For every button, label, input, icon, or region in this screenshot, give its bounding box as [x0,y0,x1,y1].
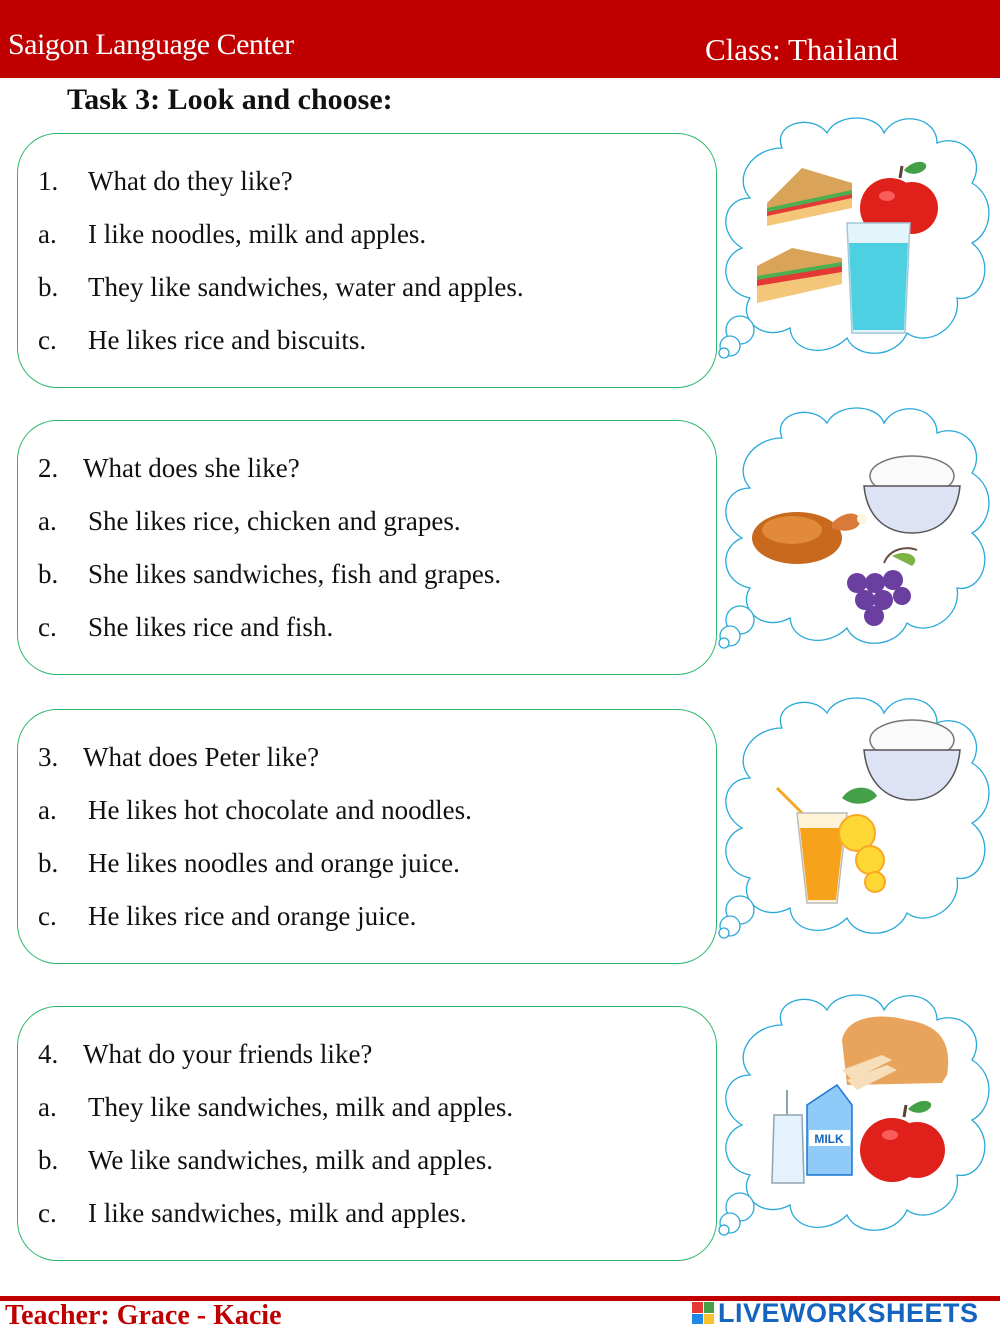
option-letter: c. [38,1198,57,1228]
option-b[interactable]: They like sandwiches, water and apples. [88,272,524,302]
option-letter: a. [38,219,57,249]
option-a[interactable]: They like sandwiches, milk and apples. [88,1092,514,1122]
option-letter: a. [38,795,57,825]
water-glass-icon [847,223,910,333]
question-number: 2. [38,453,59,483]
question-box-1 [17,133,717,388]
option-a[interactable]: I like noodles, milk and apples. [88,219,427,249]
option-b[interactable]: She likes sandwiches, fish and grapes. [88,559,502,589]
option-c[interactable]: She likes rice and fish. [88,612,334,642]
option-letter: b. [38,559,59,589]
option-letter: c. [38,901,57,931]
option-letter: a. [38,506,57,536]
task-title: Task 3: Look and choose: [67,83,393,116]
liveworksheets-logo[interactable] [692,1296,979,1330]
option-b[interactable]: He likes noodles and orange juice. [88,848,460,878]
option-a[interactable]: He likes hot chocolate and noodles. [88,795,472,825]
question-number: 1. [38,166,59,196]
option-c[interactable]: I like sandwiches, milk and apples. [88,1198,467,1228]
option-letter: b. [38,272,59,302]
question-box-4 [17,1006,717,1261]
thought-cloud-3 [712,688,1000,956]
milk-label: MILK [814,1132,844,1146]
option-letter: b. [38,1145,59,1175]
option-letter: c. [38,612,57,642]
question-number: 3. [38,742,59,772]
option-c[interactable]: He likes rice and biscuits. [88,325,367,355]
question-number: 4. [38,1039,59,1069]
thought-cloud-1 [712,108,1000,376]
class-label: Class: Thailand [705,32,899,67]
header-bar [0,0,1000,78]
thought-cloud-4 [712,985,1000,1253]
school-name: Saigon Language Center [8,28,294,61]
option-letter: a. [38,1092,57,1122]
question-text: What does she like? [83,453,300,483]
option-letter: c. [38,325,57,355]
question-box-3 [17,709,717,964]
question-text: What do they like? [88,166,293,196]
teacher-name: Teacher: Grace - Kacie [5,1300,282,1331]
question-text: What does Peter like? [83,742,320,772]
option-c[interactable]: He likes rice and orange juice. [88,901,417,931]
question-text: What do your friends like? [83,1039,373,1069]
option-a[interactable]: She likes rice, chicken and grapes. [88,506,461,536]
option-b[interactable]: We like sandwiches, milk and apples. [88,1145,493,1175]
liveworksheets-icon [692,1302,714,1324]
thought-cloud-2 [712,398,1000,666]
question-box-2 [17,420,717,675]
option-letter: b. [38,848,59,878]
brand-name: LIVEWORKSHEETS [718,1297,979,1328]
